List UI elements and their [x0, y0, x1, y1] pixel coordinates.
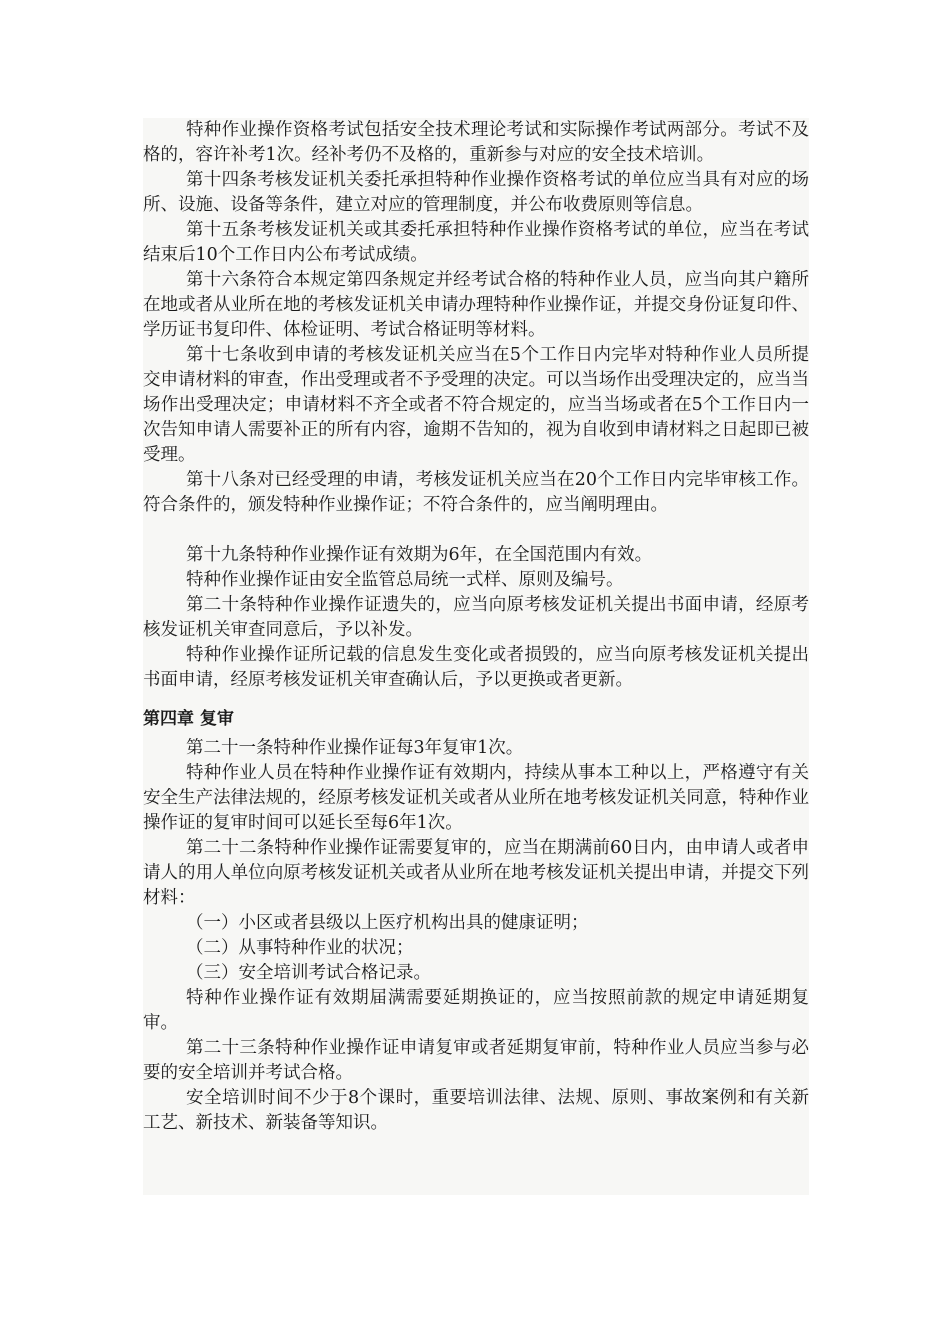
paragraph-exam-parts: 特种作业操作资格考试包括安全技术理论考试和实际操作考试两部分。考试不及格的，容许补考1次。经补考仍不及格的，重新参与对应的安全技术培训。	[143, 120, 809, 165]
paragraph-article-19: 第十九条特种作业操作证有效期为6年，在全国范围内有效。	[186, 545, 653, 565]
paragraph-training-hours: 安全培训时间不少于8个课时，重要培训法律、法规、原则、事故案例和有关新工艺、新技术、新装备等知识。	[143, 1088, 809, 1133]
paragraph-article-14: 第十四条考核发证机关委托承担特种作业操作资格考试的单位应当具有对应的场所、设施、设备等条件，建立对应的管理制度，并公布收费原则等信息。	[143, 170, 809, 215]
list-item: （二）从事特种作业的状况；	[186, 938, 414, 958]
paragraph-article-16: 第十六条符合本规定第四条规定并经考试合格的特种作业人员，应当向其户籍所在地或者从业所在地的考核发证机关申请办理特种作业操作证，并提交身份证复印件、学历证书复印件、体检证明、考试合格证明等材料。	[143, 270, 809, 340]
chapter-heading: 第四章 复审	[143, 709, 234, 729]
paragraph-article-21: 第二十一条特种作业操作证每3年复审1次。	[186, 738, 524, 758]
paragraph-extension: 特种作业人员在特种作业操作证有效期内，持续从事本工种以上，严格遵守有关安全生产法律法规的，经原考核发证机关或者从业所在地考核发证机关同意，特种作业操作证的复审时间可以延长至每6年1次。	[143, 763, 809, 833]
paragraph-extended-review: 特种作业操作证有效期届满需要延期换证的，应当按照前款的规定申请延期复审。	[143, 988, 809, 1033]
paragraph-article-20: 第二十条特种作业操作证遗失的，应当向原考核发证机关提出书面申请，经原考核发证机关审查同意后，予以补发。	[143, 595, 809, 640]
paragraph-article-15: 第十五条考核发证机关或其委托承担特种作业操作资格考试的单位，应当在考试结束后10个工作日内公布考试成绩。	[143, 220, 809, 265]
paragraph-article-22: 第二十二条特种作业操作证需要复审的，应当在期满前60日内，由申请人或者申请人的用人单位向原考核发证机关或者从业所在地考核发证机关提出申请，并提交下列材料：	[143, 838, 809, 908]
list-item: （三）安全培训考试合格记录。	[186, 963, 431, 983]
paragraph-article-17: 第十七条收到申请的考核发证机关应当在5个工作日内完毕对特种作业人员所提交申请材料的审查，作出受理或者不予受理的决定。可以当场作出受理决定的，应当当场作出受理决定；申请材料不齐全或者不符合规定的，应当当场或者在5个工作日内一次告知申请人需要补正的所有内容，逾期不告知的，视为自收到申请材料之日起即已被受理。	[143, 345, 809, 465]
paragraph-article-23: 第二十三条特种作业操作证申请复审或者延期复审前，特种作业人员应当参与必要的安全培训并考试合格。	[143, 1038, 809, 1083]
document-body	[143, 118, 809, 1195]
list-item: （一）小区或者县级以上医疗机构出具的健康证明；	[186, 913, 589, 933]
paragraph-certificate-format: 特种作业操作证由安全监管总局统一式样、原则及编号。	[186, 570, 624, 590]
paragraph-info-change: 特种作业操作证所记载的信息发生变化或者损毁的，应当向原考核发证机关提出书面申请，经原考核发证机关审查确认后，予以更换或者更新。	[143, 645, 809, 690]
paragraph-article-18: 第十八条对已经受理的申请，考核发证机关应当在20个工作日内完毕审核工作。符合条件的，颁发特种作业操作证；不符合条件的，应当阐明理由。	[143, 470, 809, 515]
blank-line	[143, 518, 809, 543]
